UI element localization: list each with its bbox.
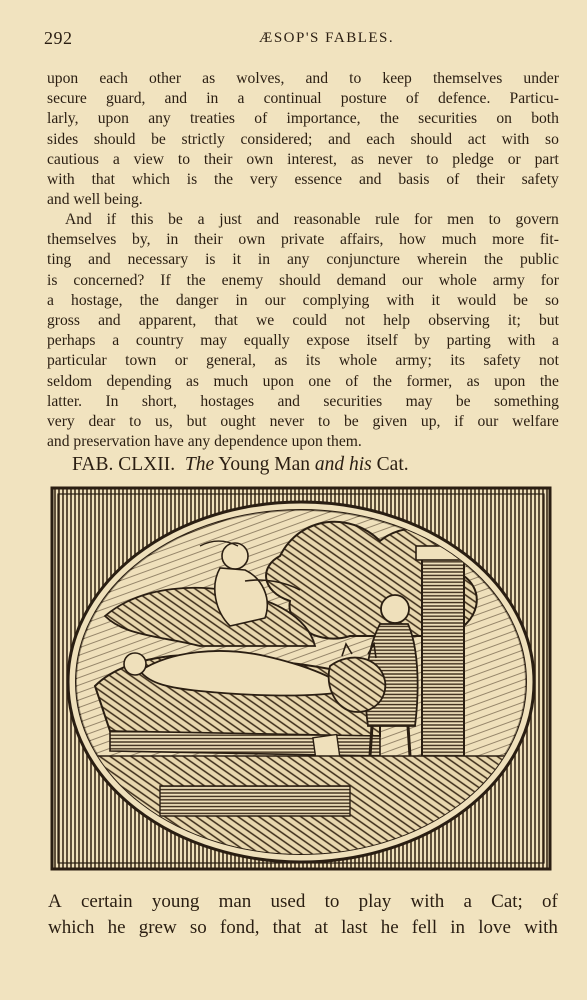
word: fond, xyxy=(219,917,260,938)
text-line xyxy=(47,311,559,331)
word: public xyxy=(519,251,559,269)
word: not xyxy=(538,352,559,370)
word: should xyxy=(410,130,453,148)
word: parting xyxy=(446,332,491,350)
word: be xyxy=(343,412,359,430)
word: hostage, xyxy=(71,291,123,309)
word: and xyxy=(305,70,329,87)
word: to xyxy=(349,70,362,87)
word: with xyxy=(524,917,558,938)
word: observing xyxy=(428,311,490,329)
word: he xyxy=(380,917,399,938)
word: one xyxy=(308,372,331,390)
text-line xyxy=(47,372,559,392)
fable-title-and-his: and his xyxy=(314,454,372,475)
word: affairs, xyxy=(339,231,384,249)
paragraph-2 xyxy=(47,210,559,452)
word: Particu- xyxy=(509,90,559,108)
word: themselves xyxy=(47,231,117,249)
word: our xyxy=(401,271,423,289)
text-line xyxy=(47,291,559,311)
word: be xyxy=(151,130,166,148)
word: on xyxy=(496,110,512,128)
word: defence. xyxy=(438,90,491,108)
word: as xyxy=(274,352,288,370)
word: depending xyxy=(106,372,172,390)
word: country xyxy=(135,332,184,350)
word: own xyxy=(246,150,274,168)
word: of xyxy=(405,90,419,108)
word: larly, xyxy=(47,110,79,128)
word: view xyxy=(133,150,164,168)
word: or xyxy=(507,150,521,168)
word: it xyxy=(431,291,441,309)
word: treaties xyxy=(189,110,235,128)
word: in xyxy=(235,291,248,309)
word: should xyxy=(93,130,136,148)
page-header xyxy=(44,28,554,52)
word: much xyxy=(441,231,477,249)
word: A xyxy=(48,891,62,912)
word: each xyxy=(366,130,395,148)
word: and xyxy=(256,211,280,228)
word: whole xyxy=(438,271,477,289)
word: both xyxy=(531,110,559,128)
word: more xyxy=(492,231,525,249)
word: a xyxy=(112,150,120,168)
word: used xyxy=(270,891,306,912)
text-line xyxy=(47,271,559,291)
text-line xyxy=(48,889,558,915)
word: under xyxy=(523,70,559,87)
word: at xyxy=(314,917,328,938)
word: its xyxy=(305,352,321,370)
word: any xyxy=(286,251,310,269)
word: general, xyxy=(206,352,256,370)
word: act xyxy=(467,130,486,148)
word: never xyxy=(377,150,413,168)
word: in xyxy=(206,90,219,108)
word: which xyxy=(48,917,95,938)
word: pledge xyxy=(452,150,494,168)
word: demand xyxy=(336,271,387,289)
word: keep xyxy=(382,70,412,87)
word: be xyxy=(455,392,471,410)
word: with xyxy=(410,891,445,912)
word: private xyxy=(280,231,325,249)
word: for xyxy=(414,211,433,228)
word: the xyxy=(539,372,559,390)
page-number: 292 xyxy=(44,28,73,48)
text-line: and preservation have any dependence upon them. xyxy=(47,433,362,451)
word: to xyxy=(177,150,191,168)
word: of xyxy=(345,372,359,390)
word: seldom xyxy=(47,372,93,390)
word: and xyxy=(98,311,121,329)
word: as xyxy=(202,70,216,87)
word: danger xyxy=(175,291,219,309)
word: as xyxy=(466,372,480,390)
word: should xyxy=(279,271,321,289)
text-line xyxy=(47,109,559,129)
word: If xyxy=(160,271,171,289)
word: upon xyxy=(494,372,526,390)
word: very xyxy=(47,412,75,430)
word: it xyxy=(232,251,242,269)
fable-number: FAB. CLXII. xyxy=(72,454,176,475)
fable-title-young-man: Young Man xyxy=(218,454,311,475)
word: a xyxy=(463,891,472,912)
word: interest, xyxy=(287,150,337,168)
word: equally xyxy=(243,332,290,350)
word: wolves, xyxy=(236,70,285,87)
word: conjuncture xyxy=(326,251,400,269)
text-line xyxy=(47,412,559,432)
word: necessary xyxy=(127,251,189,269)
word: essence xyxy=(294,170,343,188)
word: last xyxy=(341,917,368,938)
word: in xyxy=(450,917,466,938)
word: or xyxy=(174,352,188,370)
word: army xyxy=(492,271,525,289)
word: not xyxy=(345,311,366,329)
word: short, xyxy=(141,392,177,410)
word: ought xyxy=(220,412,256,430)
word: rule xyxy=(375,211,400,228)
word: is xyxy=(186,170,198,188)
word: gross xyxy=(47,311,80,329)
word: basis xyxy=(398,170,430,188)
word: to xyxy=(488,211,501,228)
word: certain xyxy=(80,891,133,912)
word: that xyxy=(272,917,302,938)
word: so xyxy=(189,917,207,938)
word: the xyxy=(186,271,206,289)
text-line xyxy=(47,331,559,351)
text-line xyxy=(47,130,559,150)
word: and xyxy=(358,170,382,188)
word: how xyxy=(399,231,426,249)
word: for xyxy=(540,271,559,289)
word: upon xyxy=(47,70,79,87)
word: if xyxy=(106,211,117,228)
word: wherein xyxy=(416,251,468,269)
word: ting xyxy=(47,251,72,269)
word: guard, xyxy=(105,90,146,108)
word: continual xyxy=(263,90,322,108)
word: and xyxy=(328,130,351,148)
word: to xyxy=(318,412,331,430)
word: posture xyxy=(340,90,387,108)
word: And xyxy=(65,211,92,228)
word: upon xyxy=(97,110,129,128)
word: a xyxy=(237,90,245,108)
word: reasonable xyxy=(293,211,361,228)
word: with xyxy=(507,332,536,350)
word: fell xyxy=(411,917,438,938)
word: as xyxy=(350,150,364,168)
word: would xyxy=(457,291,497,309)
paragraph-1 xyxy=(47,69,559,210)
word: but xyxy=(186,412,207,430)
word: of xyxy=(446,170,460,188)
word: which xyxy=(131,170,170,188)
word: their xyxy=(194,231,223,249)
word: young xyxy=(151,891,200,912)
word: other xyxy=(149,70,182,87)
word: fit- xyxy=(539,231,559,249)
word: complying xyxy=(302,291,370,309)
word: safety xyxy=(521,170,559,188)
text-line xyxy=(48,915,558,941)
word: up, xyxy=(420,412,441,430)
word: securities xyxy=(418,110,478,128)
word: we xyxy=(255,311,275,329)
word: enemy xyxy=(221,271,264,289)
word: never xyxy=(269,412,305,430)
word: so xyxy=(545,291,559,309)
word: a xyxy=(112,332,120,350)
word: whole xyxy=(338,352,377,370)
word: secure xyxy=(47,90,87,108)
word: with xyxy=(47,170,75,188)
word: something xyxy=(493,392,559,410)
word: the xyxy=(372,372,392,390)
word: the xyxy=(214,170,234,188)
word: itself xyxy=(366,332,398,350)
word: our xyxy=(264,291,286,309)
word: very xyxy=(249,170,278,188)
text-line xyxy=(47,230,559,250)
word: each xyxy=(99,70,128,87)
word: may xyxy=(405,392,433,410)
text-line xyxy=(47,392,559,412)
word: of xyxy=(254,110,268,128)
word: he xyxy=(107,917,126,938)
text-line xyxy=(47,250,559,270)
word: town xyxy=(125,352,157,370)
word: their xyxy=(476,170,505,188)
word: that xyxy=(91,170,115,188)
word: In xyxy=(105,392,119,410)
word: sides xyxy=(47,130,79,148)
word: a xyxy=(552,332,559,350)
text-line xyxy=(47,210,559,230)
text-line xyxy=(47,170,559,190)
word: particular xyxy=(47,352,107,370)
word: themselves xyxy=(432,70,503,87)
word: play xyxy=(358,891,392,912)
word: us, xyxy=(155,412,173,430)
word: dear xyxy=(88,412,116,430)
word: this xyxy=(130,211,154,228)
word: expose xyxy=(306,332,350,350)
word: a xyxy=(197,211,205,228)
word: govern xyxy=(515,211,559,228)
word: former, xyxy=(406,372,453,390)
word: part xyxy=(534,150,559,168)
word: but xyxy=(538,311,559,329)
fable-title-the: The xyxy=(184,454,215,475)
text-line xyxy=(47,150,559,170)
word: welfare xyxy=(512,412,559,430)
word: so xyxy=(545,130,559,148)
word: with xyxy=(386,291,415,309)
word: importance, xyxy=(286,110,361,128)
word: strictly xyxy=(181,130,225,148)
text-line xyxy=(47,69,559,89)
pillar xyxy=(416,546,470,776)
running-title: ÆSOP'S FABLES. xyxy=(259,30,395,46)
word: and xyxy=(164,90,188,108)
word: is xyxy=(205,251,216,269)
word: is xyxy=(47,271,58,289)
word: and xyxy=(277,392,300,410)
word: may xyxy=(200,332,228,350)
word: our xyxy=(477,412,499,430)
word: to xyxy=(129,412,142,430)
word: if xyxy=(454,412,464,430)
word: just xyxy=(219,211,242,228)
word: Cat; xyxy=(491,891,523,912)
word: in xyxy=(166,231,179,249)
fable-title xyxy=(72,454,542,476)
word: the xyxy=(139,291,159,309)
word: upon xyxy=(262,372,294,390)
word: help xyxy=(383,311,411,329)
word: perhaps xyxy=(47,332,96,350)
word: could xyxy=(292,311,327,329)
word: the xyxy=(483,251,504,269)
word: securities xyxy=(323,392,383,410)
word: it; xyxy=(507,311,521,329)
text-line xyxy=(47,351,559,371)
fable-text xyxy=(48,889,558,941)
word: latter. xyxy=(47,392,83,410)
word: by xyxy=(414,332,430,350)
word: apparent, xyxy=(138,311,197,329)
word: cautious xyxy=(47,150,99,168)
word: to xyxy=(324,891,340,912)
word: given xyxy=(372,412,408,430)
word: any xyxy=(148,110,171,128)
word: their xyxy=(203,150,233,168)
word: of xyxy=(542,891,558,912)
word: concerned? xyxy=(73,271,145,289)
word: much xyxy=(213,372,249,390)
word: the xyxy=(379,110,399,128)
woodcut-illustration xyxy=(50,486,552,871)
word: its xyxy=(450,352,465,370)
word: that xyxy=(214,311,238,329)
fable-title-cat: Cat. xyxy=(376,454,409,475)
text-line xyxy=(47,89,559,109)
word: own xyxy=(238,231,266,249)
word: love xyxy=(478,917,511,938)
word: men xyxy=(447,211,474,228)
word: with xyxy=(501,130,530,148)
word: be xyxy=(168,211,183,228)
word: considered; xyxy=(240,130,313,148)
word: man xyxy=(218,891,252,912)
word: safety xyxy=(483,352,521,370)
word: as xyxy=(186,372,200,390)
word: in xyxy=(257,251,271,269)
word: to xyxy=(426,150,439,168)
word: by, xyxy=(132,231,151,249)
word: army; xyxy=(395,352,432,370)
word: and xyxy=(88,251,111,269)
word: a xyxy=(47,291,54,309)
word: grew xyxy=(138,917,177,938)
word: hostages xyxy=(200,392,255,410)
text-line: and well being. xyxy=(47,191,143,209)
word: be xyxy=(513,291,528,309)
